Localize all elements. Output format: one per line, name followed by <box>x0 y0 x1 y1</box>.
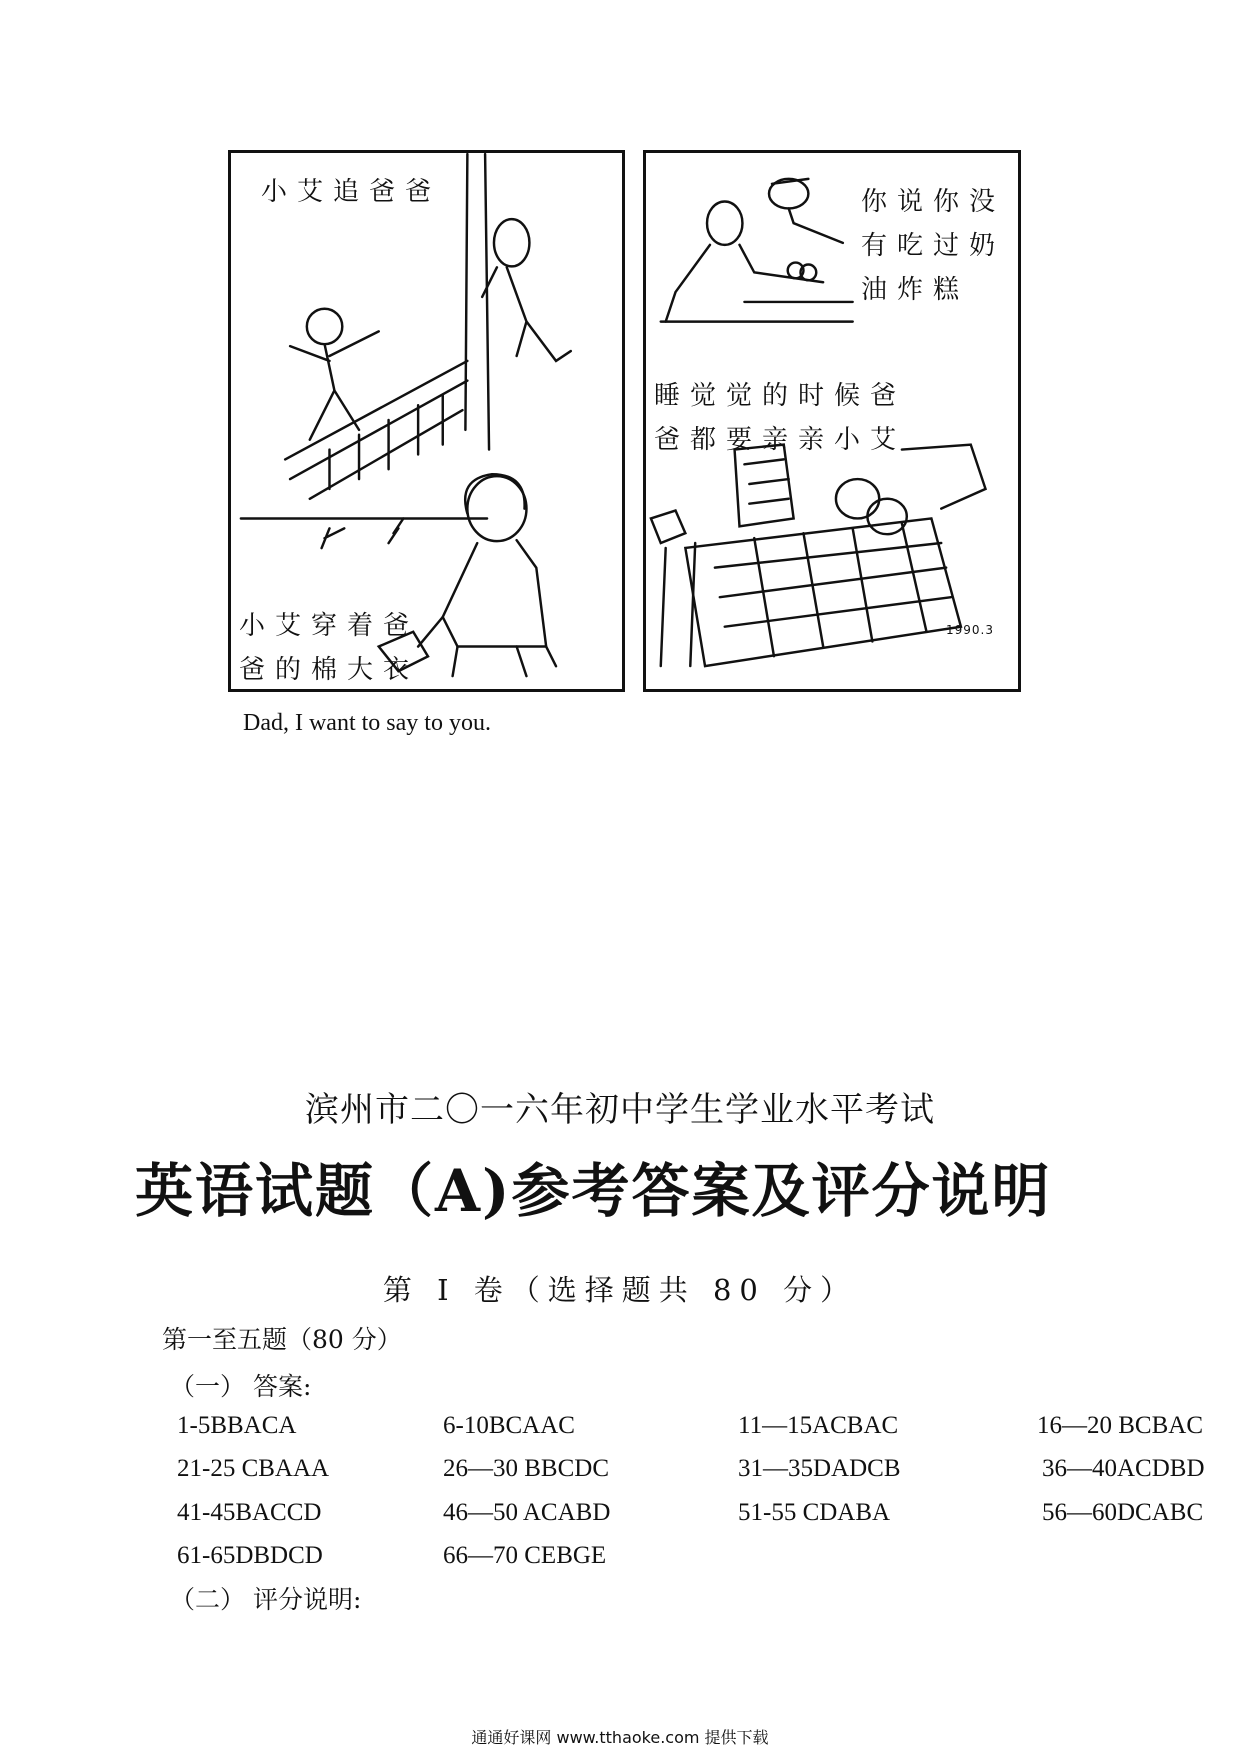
answer-item: 66—70 CEBGE <box>443 1542 607 1569</box>
answer-item: 11—15ACBAC <box>738 1412 899 1439</box>
answer-key-title: 英语试题（A)参考答案及评分说明 <box>135 1157 1052 1225</box>
answer-item: 31—35DADCB <box>738 1455 901 1482</box>
answer-item: 21-25 CBAAA <box>177 1455 330 1482</box>
answer-item: 26—30 BBCDC <box>443 1455 610 1482</box>
comic-caption-sleep-2: 爸都要亲亲小艾 <box>654 425 907 455</box>
comic-caption-cake-1: 你说你没 <box>861 187 1006 217</box>
answer-item: 56—60DCABC <box>1042 1499 1204 1526</box>
answer-item: 36—40ACDBD <box>1042 1455 1205 1482</box>
comic-caption-sleep-1: 睡觉觉的时候爸 <box>654 381 907 411</box>
section-subtitle: 第一至五题（80 分） <box>162 1325 402 1354</box>
comic-signature: 1990.3 <box>946 623 994 637</box>
answers-heading: （一） 答案: <box>170 1372 312 1401</box>
comic-panel-left <box>228 150 625 692</box>
comic-caption: Dad, I want to say to you. <box>243 710 491 736</box>
answer-item: 46—50 ACABD <box>443 1499 611 1526</box>
comic-caption-chase: 小艾追爸爸 <box>261 177 442 207</box>
scoring-heading: （二） 评分说明: <box>170 1585 362 1614</box>
comic-caption-cake-3: 油炸糕 <box>861 275 970 305</box>
footer-credit: 通通好课网 www.tthaoke.com 提供下载 <box>471 1728 769 1747</box>
comic-caption-cake-2: 有吃过奶 <box>861 231 1006 261</box>
answer-item: 61-65DBDCD <box>177 1542 323 1569</box>
comic-panel-right <box>643 150 1021 692</box>
answer-item: 41-45BACCD <box>177 1499 322 1526</box>
comic-caption-coat-1: 小艾穿着爸 <box>239 611 420 641</box>
section-title: 第 I 卷（选择题共 80 分） <box>382 1273 858 1307</box>
exam-title: 滨州市二〇一六年初中学生学业水平考试 <box>305 1090 935 1130</box>
answer-item: 51-55 CDABA <box>738 1499 891 1526</box>
answer-item: 16—20 BCBAC <box>1037 1412 1204 1439</box>
answer-item: 6-10BCAAC <box>443 1412 575 1439</box>
comic-caption-coat-2: 爸的棉大衣 <box>239 655 420 685</box>
answer-item: 1-5BBACA <box>177 1412 297 1439</box>
